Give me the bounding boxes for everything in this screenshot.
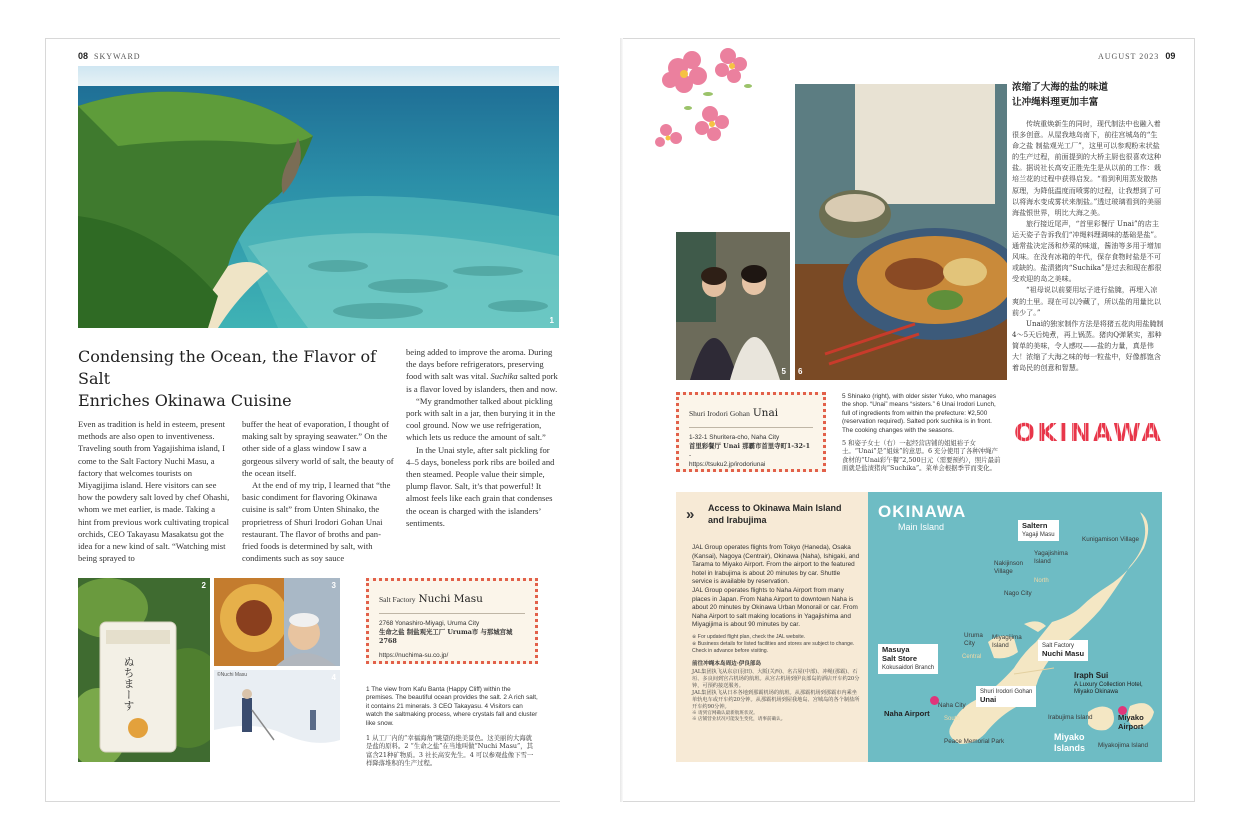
chinese-article [1012, 80, 1164, 373]
paragraph-col3b: “My grandmother talked about pickling pork with salt in a jar, then burying it in the cool ground. Now we use refrigeration, which lets us reduce the amount of salt.” [406, 395, 556, 443]
map-title: OKINAWA [878, 502, 967, 521]
paragraph-col3a: being added to improve the aroma. During the days before refrigerators, preserving food with salt was vital. Suchika salted pork is a flavor loved by islanders, then and now. [406, 347, 558, 394]
access-para-1: JAL Group operates flights from Tokyo (Haneda), Osaka (Kansai), Nagoya (Centrair), Okinawa (Naha), Ishigaki, and Tarama to Miyako Airport. From the airport to the featured hotel in Irabujima is about 20 minutes by car. Shuttle service is available by reservation. [692, 544, 860, 586]
photo-shinako-and-yuko [676, 232, 790, 380]
access-text [692, 544, 862, 723]
spine [620, 38, 623, 802]
info-url[interactable]: https://tsuku2.jp/irodoriunai [689, 461, 766, 468]
paragraph-col1: Even as tradition is held in esteem, present methods are also open to inventiveness. Traveling south from Yagajishima island, I come to the Salt Factory Nuchi Masu, a factory that welcomes tourists on Miyagijima island. Here visitors can see how the powdery salt loved by chef Ohashi, whom we met earlier, is made. Taking a hint from previous work cultivating tropical orchids, CEO Takayasu Masakatsu got the idea for a new kind of salt. “Watching mist being sprayed to [78, 419, 230, 564]
map-masuya-2: Salt Store [882, 654, 918, 663]
cn-title-line-1: 浓缩了大海的盐的味道 [1012, 82, 1108, 93]
map-nakijinson: Nakijinson Village [994, 560, 1024, 575]
cn-paragraph-2: 旅行接近尾声，“首里彩餐厅 Unai”的店主运天姿子告诉我们“冲绳料理调味的基础是盐”。通常盐决定汤和炒菜的味道，酱油等多用于增加风味。在没有冰箱的年代，保存食物时盐是不可或缺的。盐渍猪肉“Suchika”是过去和现在都很受欢迎的岛之美味。 [1012, 218, 1162, 284]
photo-salt-making [214, 670, 340, 762]
map-uruma: Uruma City [964, 632, 983, 647]
article-headline [78, 346, 398, 412]
ceo-photo-art [214, 578, 340, 666]
map-box-saltern [1018, 520, 1059, 541]
photo-number-4: 4 [331, 673, 336, 682]
sisters-photo-art [676, 232, 790, 380]
info-divider [689, 427, 813, 428]
caption-left-en: 1 The view from Kafu Banta (Happy Cliff) within the premises. The beautiful ocean provides the salt. 2 A rich salt, it contains 21 minerals. 3 CEO Takayasu. 4 Visitors can watch the saltmaking process, where crystals fall and cluster like snow. [366, 686, 538, 727]
map-iraph-1: Iraph Sui [1074, 671, 1109, 680]
map-masuya-3: Kokusaidori Branch [882, 665, 935, 671]
access-cn-note-2: ※ 店铺营业状况可能发生变化，请事前确认。 [692, 716, 786, 722]
okinawa-wordmark: OKINAWA [1014, 418, 1163, 447]
map-saltfactory-2: Nuchi Masu [1042, 649, 1085, 658]
map-iraph-2: A Luxury Collection Hotel, [1074, 681, 1143, 688]
cn-paragraph-1: 传统重焕新生的同时，现代制法中也融入着很多创意。从屋我地岛南下，前往宫城岛的“生命之盐 制盐观光工厂”，这里可以参观粉末状盐的生产过程，前面提到的大桥主厨也很喜欢这种盐。据说社长高安正胜先生是从以前的工作：栽培兰花的过程中获得启发。“看到利用蒸发散热原理，为降低温度而喷雾的过程，让我想到了可以将海水变成雾状来制盐。”透过玻璃看到的美丽海盐银世界，明比大海之美。 [1012, 119, 1162, 217]
headline-line-2: Enriches Okinawa Cuisine [78, 391, 292, 410]
info-box-nuchi-masu [366, 578, 538, 664]
map-miyakojima: Miyakojima Island [1098, 742, 1149, 749]
paragraph-col3c: In the Unai style, after salt pickling for 4–5 days, boneless pork ribs are boiled and then steamed. People value their simple, plump flavor. Salt, it’s that powerful! It almost feels like each grain that condenses the ocean is charged with the islanders’ sentiments. [406, 444, 555, 528]
info-divider [379, 613, 525, 614]
right-page-number: 09 [1165, 51, 1176, 61]
access-cn-title: 前往冲绳本岛周边·伊良部岛 [692, 660, 762, 667]
map-shuri-2: Unai [980, 695, 997, 704]
info-url[interactable]: https://nuchima-su.co.jp/ [379, 652, 449, 659]
cn-body [1012, 118, 1164, 373]
salt-bag-art [78, 578, 210, 762]
photo-unai-lunch [795, 84, 1007, 380]
salt-making-art [214, 670, 340, 762]
photo-number-6: 6 [798, 367, 803, 376]
left-page-number: 08 [78, 51, 89, 61]
caption-right [842, 393, 1002, 473]
info-name: Nuchi Masu [418, 593, 483, 605]
access-heading [708, 502, 863, 526]
map-naha-airport: Naha Airport [884, 709, 930, 718]
info-label: Salt Factory [379, 595, 416, 604]
suchika-italic: Suchika [490, 371, 518, 382]
info-address-en: 1-32-1 Shuritera-cho, Naha City [689, 434, 780, 441]
map-saltfactory-1: Salt Factory [1042, 643, 1075, 649]
access-cn-note-1: ※ 请到官网确认最新航班状况。 [692, 710, 758, 716]
photo-salt-bag [78, 578, 210, 762]
map-iraph-sui [1074, 672, 1143, 697]
right-folio [1098, 51, 1175, 61]
access-panel [676, 492, 868, 762]
map-iraph-3: Miyako Okinawa [1074, 689, 1119, 695]
paragraph-col2a: buffer the heat of evaporation, I thought of making salt by spraying seawater.” On the other side of a glass window I saw a gorgeous silvery world of salt, the beauty of the ocean itself. [242, 419, 394, 478]
left-folio [78, 51, 141, 61]
unai-lunch-art [795, 84, 1007, 380]
body-column-2 [242, 418, 394, 564]
access-cn-para-2: JAL集团执飞从日本各地到那霸机场的航班。从那霸机场到那霸市内乘坐单轨电车或开车约20分钟。从那霸机场到屋我地岛、宫城岛的各个制盐所开车约90分钟。 [692, 689, 860, 710]
paragraph-col2b: At the end of my trip, I learned that “the basic condiment for flavoring Okinawa cuisine is salt” from Unten Shinako, the proprietress of Shuri Irodori Gohan Unai restaurant. The flavor of broths and pan-fried foods is determined by salt, with condiments such as soy sauce [242, 480, 391, 564]
map-box-shuri [976, 686, 1036, 707]
body-column-3 [406, 346, 558, 529]
map-miyagijima: Miyagijima Island [992, 634, 1022, 649]
photo-number-5: 5 [781, 367, 786, 376]
map-peace-park: Peace Memorial Park [944, 738, 1005, 745]
access-title-line-1: Access to Okinawa Main Island [708, 503, 842, 513]
caption-left [366, 686, 538, 768]
photo-number-2: 2 [201, 581, 206, 590]
map-nago: Nago City [1004, 590, 1032, 597]
map-yagajishima: Yagajishima Island [1034, 550, 1068, 565]
caption-left-cn: 1 从工厂内的“幸福海角”眺望的绝美景色。这美丽的大海就是盐的原料。2 “生命之盐”在当地叫做“Nuchi Masu”，其富含21种矿物质。3 社长高安先生。4 可以参观盐像下雪一样降落堆积的生产过程。 [366, 734, 534, 768]
access-note-1: ※ For updated flight plan, check the JAL website. [692, 633, 806, 640]
hibiscus-flowers-illustration [648, 38, 760, 148]
info-address-cn: 首里彩餐厅 Unai 那霸市首里寺町1-32-1 [689, 442, 811, 450]
map-region-south: South [944, 716, 960, 722]
map-box-salt-factory [1038, 640, 1088, 661]
map-shuri-1: Shuri Irodori Gohan [980, 689, 1033, 695]
map-saltern-sub: Yagaji Masu [1022, 532, 1055, 538]
map-masuya-1: Masuya [882, 645, 910, 654]
hero-photo-cliff-ocean [78, 66, 559, 328]
map-box-masuya [878, 644, 938, 674]
map-region-north: North [1034, 578, 1049, 584]
map-region-central: Central [962, 654, 982, 660]
map-miyako-islands: Miyako Islands [1054, 732, 1086, 753]
map-miyako-airport: Miyako Airport [1118, 713, 1144, 731]
naha-airport-marker-icon [930, 696, 939, 705]
access-cn-para-1: JAL集团执飞从东京(羽田)、大阪(关西)、名古屋(中部)、冲绳(那霸)、石垣、多良间到宫古机场的航班。从宫古机场到伊良部岛的酒店开车约20分钟，可预约接送服务。 [692, 668, 860, 689]
info-dash: - [689, 452, 692, 459]
cn-title-line-2: 让冲绳料理更加丰富 [1012, 97, 1099, 108]
map-irabujima: Irabujima Island [1048, 714, 1093, 721]
body-column-1 [78, 418, 230, 564]
photo-number-3: 3 [331, 581, 336, 590]
access-title-line-2: and Irabujima [708, 515, 767, 525]
info-address-en: 2768 Yonashiro-Miyagi, Uruma City [379, 620, 480, 627]
access-arrow-icon: » [686, 506, 695, 523]
cn-paragraph-3: “祖母说以前要用坛子进行盐腌，再埋入凉爽的土里。现在可以冷藏了，所以盐的用量比以前少了。” [1012, 285, 1161, 317]
hero-photo-art [78, 66, 559, 328]
map-saltern-title: Saltern [1022, 521, 1048, 530]
info-name: Unai [752, 407, 779, 419]
photo-ceo-takayasu [214, 578, 340, 666]
access-note-2: ※ Business details for listed facilities and stores are subject to change. Check in advance before visiting. [692, 640, 855, 654]
access-para-2: JAL Group operates flights to Naha Airport from many places in Japan. From Naha Airport to downtown Naha is about 20 minutes by Okinawa Urban Monorail or car. From Naha Airport to salt making locations in Yagajishima and Miyagijima is about 90 minutes by car. [692, 586, 858, 629]
photo-number-1: 1 [549, 316, 554, 325]
issue-date: AUGUST 2023 [1098, 52, 1160, 61]
info-label: Shuri Irodori Gohan [689, 409, 750, 418]
caption-right-cn: 5 和姿子女士（右）一起经营店铺的姐姐裕子女士。“Unai”是“姐妹”的意思。6 充分使用了各种冲绳产食材的“Unai彩午餐”2,500日元（需要预约），照片最前面就是盐渍猪肉“Suchika”。菜单会根据季节而变化。 [842, 439, 1001, 473]
magazine-name: SKYWARD [94, 52, 141, 61]
info-address-cn: 生命之盐 制盐观光工厂 Uruma市 与那城宫城2768 [379, 628, 513, 645]
salt-bag-label: ぬちまーす [122, 656, 135, 711]
photo-credit: ©Nuchi Masu [217, 672, 248, 678]
cn-paragraph-4: Unai的独家制作方法是将猪五花肉用盐腌制4～5天后炖煮，再上锅蒸。猪肉Q弹紧实，那种简单的美味，令人感叹——盐的力量，真是伟大！浓缩了大海之味的每一粒盐中，好像都饱含着岛民的创意和智慧。 [1012, 318, 1164, 373]
okinawa-map [868, 492, 1162, 762]
map-kunigami: Kunigamison Village [1082, 536, 1139, 543]
headline-line-1: Condensing the Ocean, the Flavor of Salt [78, 347, 377, 388]
caption-right-en: 5 Shinako (right), with older sister Yuko, who manages the shop. “Unai” means “sisters.” 6 Unai Irodori Lunch, full of ingredients from within the prefecture: ¥2,500 (reservation required). Salted pork suchika is in front. The cooking changes with the seasons. [842, 393, 997, 434]
map-naha-city: Naha City [938, 702, 966, 709]
map-subtitle: Main Island [898, 522, 945, 532]
info-box-unai [676, 392, 826, 472]
